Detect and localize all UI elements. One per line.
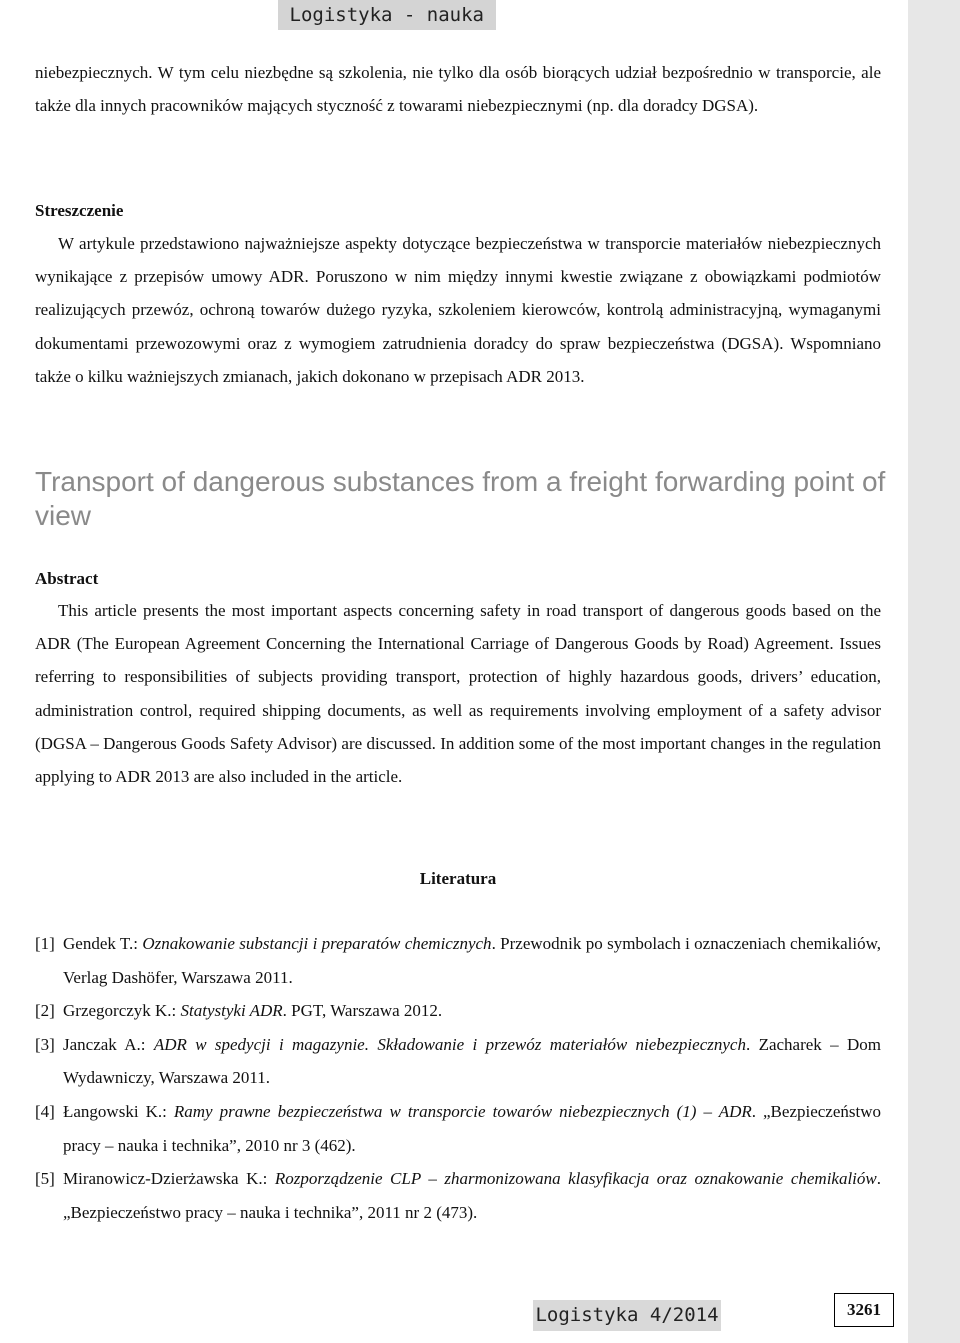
- reference-item: [35, 927, 881, 994]
- reference-details: . „Bezpieczeństwo pracy – nauka i technika”, 2010 nr 3 (462).: [63, 1101, 882, 1155]
- reference-author: Grzegorczyk K.:: [63, 1001, 181, 1021]
- reference-title: ADR w spedycji i magazynie. Składowanie i przewóz materiałów niebezpiecznych: [153, 1034, 746, 1054]
- reference-title: Statystyki ADR: [180, 1001, 283, 1021]
- running-header: Logistyka - nauka: [278, 0, 496, 30]
- reference-number: [4]: [35, 1101, 55, 1121]
- reference-author: Gendek T.:: [63, 934, 143, 953]
- english-title: Transport of dangerous substances from a freight forwarding point of view: [35, 466, 886, 531]
- reference-author: Miranowicz-Dzierżawska K.:: [63, 1169, 275, 1189]
- reference-details: . „Bezpieczeństwo pracy – nauka i technika”, 2011 nr 2 (473).: [63, 1169, 881, 1222]
- reference-title: Oznakowanie substancji i preparatów chemicznych: [142, 934, 492, 953]
- reference-title: Rozporządzenie CLP – zharmonizowana klasyfikacja oraz oznakowanie chemikaliów: [274, 1169, 877, 1189]
- abstract-paragraph: This article presents the most important aspects concerning safety in road transport of dangerous goods based on the ADR (The European Agreement Concerning the International Carriage of Dangerous Goods by Road) Agreement. Issues referring to responsibilities of subjects providing transport, protection of highly hazardous goods, drivers’ education, administration control, required shipping documents, as well as requirements involving employment of a safety advisor (DGSA – Dangerous Goods Safety Advisor) are discussed. In addition some of the most important changes in the regulation applying to ADR 2013 are also included in the article.: [35, 601, 881, 787]
- reference-author: Janczak A.:: [63, 1034, 154, 1054]
- reference-item: [35, 1162, 881, 1229]
- literatura-heading: Literatura: [419, 869, 497, 888]
- reference-title: Ramy prawne bezpieczeństwa w transporcie towarów niebezpiecznych (1) – ADR: [173, 1101, 752, 1121]
- reference-list: [35, 927, 881, 1229]
- reference-number: [1]: [35, 934, 55, 953]
- reference-item: [35, 994, 881, 1028]
- reference-number: [3]: [35, 1034, 55, 1054]
- streszczenie-heading: Streszczenie: [35, 201, 124, 220]
- reference-item: [35, 1028, 881, 1095]
- reference-details: . PGT, Warszawa 2012.: [282, 1001, 443, 1021]
- footer-journal-label: Logistyka 4/2014: [533, 1300, 721, 1331]
- abstract-heading: Abstract: [35, 569, 99, 588]
- reference-details: . Zacharek – Dom Wydawniczy, Warszawa 2011.: [63, 1034, 881, 1088]
- reference-author: Łangowski K.:: [63, 1101, 174, 1121]
- reference-number: [2]: [35, 1001, 55, 1021]
- page-number-box: 3261: [834, 1293, 894, 1327]
- reference-number: [5]: [35, 1169, 55, 1189]
- intro-paragraph: niebezpiecznych. W tym celu niezbędne są szkolenia, nie tylko dla osób biorących udział bezpośrednio w transporcie, ale także dla innych pracowników mających styczność z towarami niebezpiecznymi (np. dla doradcy DGSA).: [35, 63, 881, 116]
- reference-details: . Przewodnik po symbolach i oznaczeniach chemikaliów, Verlag Dashöfer, Warszawa 2011.: [63, 934, 882, 987]
- reference-item: [35, 1095, 881, 1162]
- streszczenie-paragraph: W artykule przedstawiono najważniejsze aspekty dotyczące bezpieczeństwa w transporcie materiałów niebezpiecznych wynikające z przepisów umowy ADR. Poruszono w nim między innymi kwestie związane z obowiązkami podmiotów realizujących przewóz, ochroną towarów dużego ryzyka, szkoleniem kierowców, kontrolą administracyjną, wymaganymi dokumentami przewozowymi oraz z wymogiem zatrudnienia doradcy do spraw bezpieczeństwa (DGSA). Wspomniano także o kilku ważniejszych zmianach, jakich dokonano w przepisach ADR 2013.: [35, 234, 881, 386]
